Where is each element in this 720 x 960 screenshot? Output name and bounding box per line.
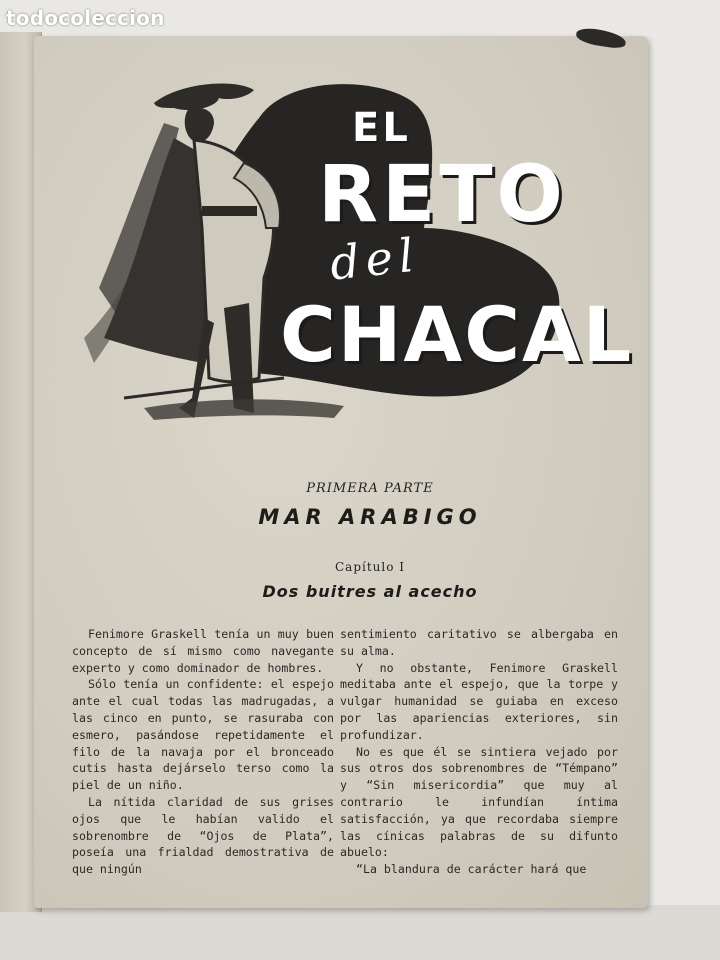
text-column-left: [72, 626, 334, 878]
title-word-del: del: [327, 227, 422, 291]
title-word-el: EL: [352, 105, 411, 151]
chapter-title: Dos buitres al acecho: [262, 582, 478, 601]
part-label: PRIMERA PARTE: [306, 481, 434, 496]
title-word-reto: RETO: [318, 150, 567, 240]
paragraph: La nítida claridad de sus grises ojos que le habían valido el sobrenombre de “Ojos de Plata”, poseía una frialdad demostrativa de que ningún: [72, 794, 334, 877]
watermark-text: todocoleccion: [6, 6, 165, 30]
title-word-chacal: CHACAL: [280, 290, 634, 379]
paragraph: sentimiento caritativo se albergaba en su alma.: [340, 627, 618, 658]
chapter-label: Capítulo I: [334, 560, 406, 574]
paragraph: Y no obstante, Fenimore Graskell meditaba ante el espejo, que la torpe y vulgar humanidad se guiaba en exceso por las apariencias exteriores, sin profundizar.: [340, 660, 618, 742]
part-title: MAR ARABIGO: [258, 505, 482, 529]
text-column-right: [340, 626, 618, 878]
paragraph: “La blandura de carácter hará que: [356, 862, 587, 877]
paragraph: Sólo tenía un confidente: el espejo ante el cual todas las madrugadas, a las cinco en punto, se rasuraba con esmero, pasándose repetidamente el filo de la navaja por el bronceado cutis hasta dejárselo terso como la piel de un niño.: [72, 677, 334, 793]
paragraph: Fenimore Graskell tenía un muy buen concepto de sí mismo como navegante experto y como dominador de hombres.: [72, 627, 334, 675]
paragraph: No es que él se sintiera vejado por sus otros dos sobrenombres de “Témpano” y “Sin misericordia” que muy al contrario le infundían íntima satisfacción, ya que recordaba siempre las cínicas palabras de su difunto abuelo:: [340, 744, 618, 860]
desk-background: [0, 905, 720, 960]
figure-hat: [154, 84, 254, 110]
